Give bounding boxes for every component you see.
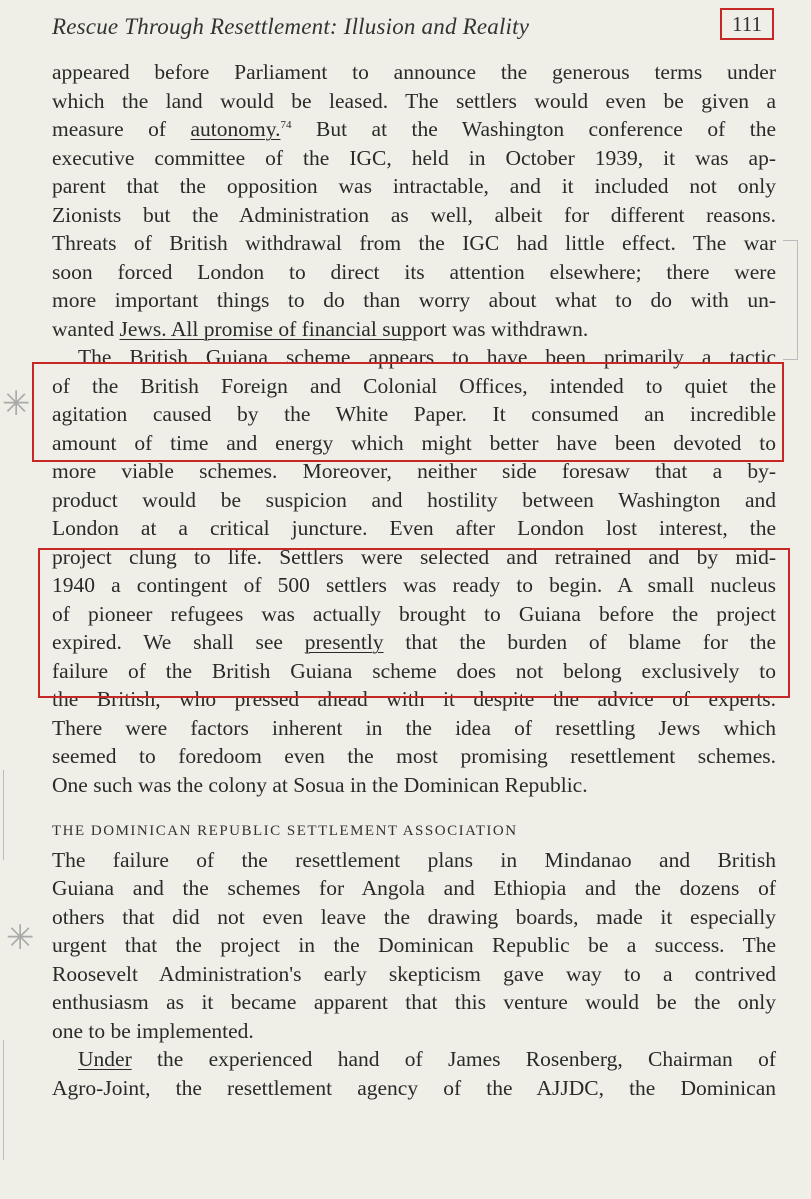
- text-line: project clung to life. Settlers were selected and retrained and by mid-: [52, 544, 776, 569]
- text-line: London at a critical juncture. Even after London lost interest, the: [52, 516, 776, 540]
- asterisk-margin-mark-icon: ✳: [2, 384, 31, 424]
- text-line: The failure of the resettlement plans in Mindanao and British: [52, 847, 776, 872]
- text-line: amount of time and energy which might better have been devoted to: [52, 430, 776, 455]
- text-line: Agro-Joint, the resettlement agency of the AJJDC, the Dominican: [52, 1075, 776, 1100]
- underlined-word: presently: [304, 630, 384, 654]
- text-line: more important things to do than worry about what to do with un-: [52, 288, 776, 312]
- page-edge-line: [3, 1040, 4, 1160]
- text-line: 1940 a contingent of 500 settlers was ready to begin. A small nucleus: [52, 573, 776, 597]
- text-line: measure of autonomy.$^{74}$ But at the Washington conference of the: [52, 117, 776, 141]
- text-line: others that did not even leave the drawing boards, made it especially: [52, 904, 776, 929]
- text-line: the British, who pressed ahead with it despite the advice of experts.: [52, 687, 776, 711]
- text-line: wanted Jews. All promise of financial support was withdrawn.: [52, 316, 589, 341]
- text-line: of pioneer refugees was actually brought to Guiana before the project: [52, 601, 776, 626]
- page-edge-line: [3, 770, 4, 860]
- text-line: which the land would be leased. The settlers would even be given a: [52, 88, 776, 113]
- text-line: One such was the colony at Sosua in the Dominican Republic.: [52, 772, 588, 797]
- underlined-word: autonomy.: [190, 117, 281, 141]
- text-line: executive committee of the IGC, held in October 1939, it was ap-: [52, 145, 776, 170]
- underlined-phrase: All promise of financial sup: [166, 316, 413, 341]
- pencil-bracket-mark: [783, 240, 798, 360]
- text-line: expired. We shall see presently that the burden of blame for the: [52, 630, 776, 654]
- text-line: Threats of British withdrawal from the IGC had little effect. The war: [52, 231, 776, 255]
- underlined-word: Jews.: [119, 316, 167, 341]
- text-line: There were factors inherent in the idea of resettling Jews which: [52, 715, 776, 740]
- text-line: agitation caused by the White Paper. It consumed an incredible: [52, 402, 776, 426]
- asterisk-margin-mark-icon: ✳: [6, 918, 35, 958]
- text-line: seemed to foredoom even the most promising resettlement schemes.: [52, 744, 776, 768]
- text-line: one to be implemented.: [52, 1018, 254, 1043]
- text-line: The British Guiana scheme appears to have been primarily a tactic: [78, 345, 776, 369]
- running-head: Rescue Through Resettlement: Illusion and Reality: [52, 14, 530, 39]
- text-line: appeared before Parliament to announce the generous terms under: [52, 60, 776, 84]
- text-line: Under the experienced hand of James Rosenberg, Chairman of: [78, 1047, 776, 1071]
- text-line: Roosevelt Administration's early skepticism gave way to a contrived: [52, 961, 776, 986]
- text-line: more viable schemes. Moreover, neither side foresaw that a by-: [52, 459, 776, 483]
- text-line: Guiana and the schemes for Angola and Ethiopia and the dozens of: [52, 876, 776, 900]
- text-line: parent that the opposition was intractable, and it included not only: [52, 174, 776, 198]
- text-line: urgent that the project in the Dominican Republic be a success. The: [52, 933, 776, 957]
- section-heading: THE DOMINICAN REPUBLIC SETTLEMENT ASSOCIATION: [52, 823, 518, 839]
- underlined-word: Under: [78, 1047, 132, 1071]
- text-line: failure of the British Guiana scheme does not belong exclusively to: [52, 658, 776, 683]
- text-line: product would be suspicion and hostility between Washington and: [52, 487, 776, 512]
- text-line: enthusiasm as it became apparent that this venture would be the only: [52, 990, 776, 1014]
- text-line: Zionists but the Administration as well, albeit for different reasons.: [52, 202, 776, 227]
- text-line: soon forced London to direct its attention elsewhere; there were: [52, 259, 776, 284]
- page-number: 111: [720, 8, 774, 40]
- body-text: [52, 58, 776, 1102]
- text-line: of the British Foreign and Colonial Offices, intended to quiet the: [52, 373, 776, 398]
- footnote-ref: 74: [280, 118, 292, 131]
